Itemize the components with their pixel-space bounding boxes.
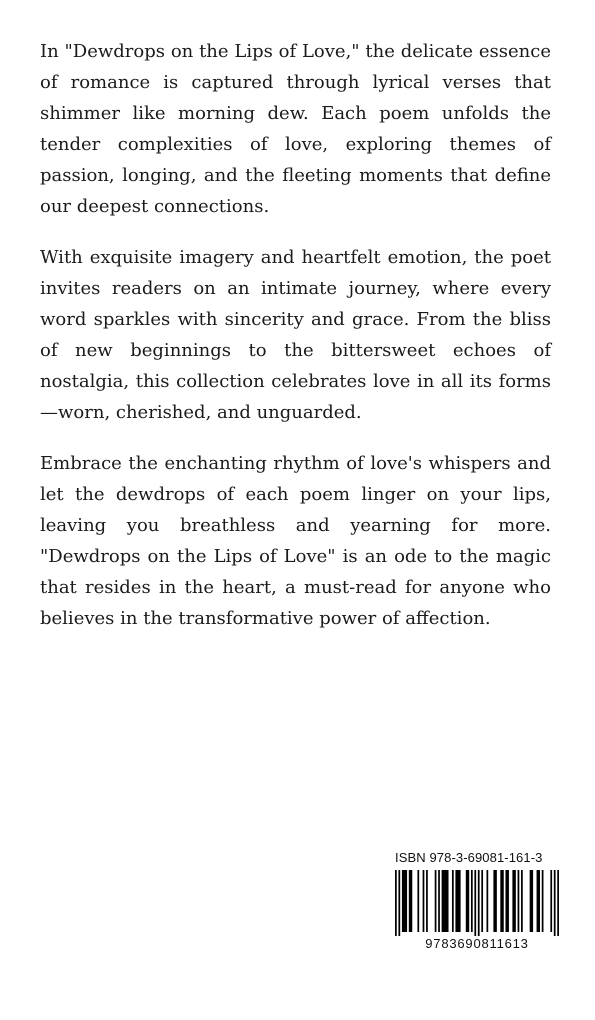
barcode-bar xyxy=(442,870,449,932)
barcode-bar xyxy=(471,870,473,932)
barcode-bar xyxy=(481,870,483,932)
barcode-bar xyxy=(455,870,460,932)
back-cover-blurb xyxy=(40,36,551,654)
barcode-bar xyxy=(554,870,556,936)
barcode-bar xyxy=(474,870,476,936)
barcode-bar xyxy=(557,870,559,936)
barcode-bar xyxy=(452,870,454,932)
barcode-bar xyxy=(530,870,533,932)
barcode-bar xyxy=(542,870,544,932)
barcode-bar xyxy=(398,870,400,936)
barcode-bar xyxy=(512,870,515,932)
barcode-bar xyxy=(426,870,428,932)
barcode-bar xyxy=(550,870,552,932)
barcode-bar xyxy=(518,870,520,932)
isbn-label: ISBN 978-3-69081-161-3 xyxy=(395,850,543,865)
barcode-bar xyxy=(438,870,440,932)
ean-digits: 9783690811613 xyxy=(425,936,529,951)
blurb-paragraph-1: In "Dewdrops on the Lips of Love," the delicate essence of romance is captured through lyrical verses that shimmer like morning dew. Each poem unfolds the tender complexities of love, exploring themes of passion, longing, and the fleeting moments that define our deepest connections. xyxy=(40,41,551,217)
barcode-bar xyxy=(402,870,407,932)
barcode-bar xyxy=(521,870,523,932)
barcode-bar xyxy=(417,870,419,932)
barcode-bar xyxy=(478,870,480,936)
isbn-barcode xyxy=(391,848,563,958)
barcode-bar xyxy=(493,870,496,932)
barcode-bar xyxy=(505,870,508,932)
barcode-bar xyxy=(537,870,540,932)
blurb-paragraph-2: With exquisite imagery and heartfelt emotion, the poet invites readers on an intimate journey, where every word sparkles with sincerity and grace. From the bliss of new beginnings to the bittersweet echoes of nostalgia, this collection celebrates love in all its forms—worn, cherished, and unguarded. xyxy=(40,247,551,423)
barcode-bar xyxy=(486,870,488,932)
barcode-bar xyxy=(395,870,397,936)
barcode-bar xyxy=(409,870,412,932)
barcode-bars xyxy=(395,870,559,936)
barcode-bar xyxy=(435,870,437,932)
barcode-bar xyxy=(423,870,425,932)
blurb-paragraph-3: Embrace the enchanting rhythm of love's whispers and let the dewdrops of each poem linger on your lips, leaving you breathless and yearning for more. "Dewdrops on the Lips of Love" is an ode to the magic that resides in the heart, a must-read for anyone who believes in the transformative power of affection. xyxy=(40,453,551,629)
barcode-bar xyxy=(500,870,503,932)
barcode-bar xyxy=(466,870,469,932)
